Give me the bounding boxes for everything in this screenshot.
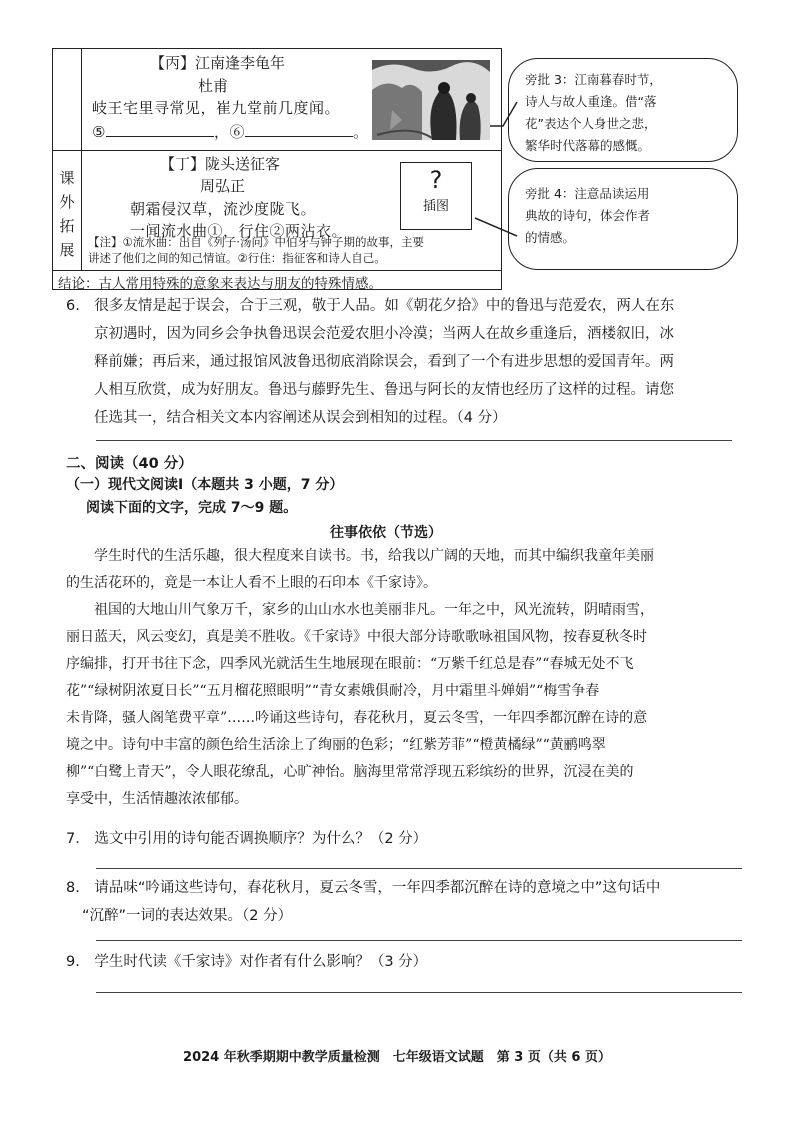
poem-bing-title: 【丙】江南逢李龟年 bbox=[150, 54, 286, 72]
side-note-3 bbox=[508, 58, 738, 162]
passage-line: 丽日蓝天，风云变幻，真是美不胜收。《千家诗》中很大部分诗歌歌咏祖国风物，按春夏秋冬时 bbox=[66, 629, 647, 645]
side-note-line: 旁批 3：江南暮春时节， bbox=[525, 72, 662, 87]
side-label-char: 拓 bbox=[59, 217, 75, 235]
q6-answer-line[interactable] bbox=[96, 440, 732, 441]
page-footer: 2024 年秋季期期中教学质量检测 七年级语文试题 第 3 页（共 6 页） bbox=[183, 1050, 611, 1065]
side-label-char: 展 bbox=[59, 241, 75, 259]
passage-line: 境之中。诗句中丰富的颜色给生活涂上了绚丽的色彩；“红紫芳菲”“橙黄橘绿”“黄鹂鸣翠 bbox=[66, 737, 606, 753]
q6-line: 任选其一，结合相关文本内容阐述从误会到相知的过程。（4 分） bbox=[94, 410, 507, 426]
question-7: 7. 选文中引用的诗句能否调换顺序？为什么？（2 分） bbox=[66, 831, 428, 847]
side-note-line: 花”表达个人身世之悲， bbox=[525, 116, 657, 131]
side-note-line: 旁批 4：注意品读运用 bbox=[525, 186, 650, 201]
poem-bing-author: 杜甫 bbox=[198, 77, 229, 95]
blank-6-marker: ⑥ bbox=[229, 123, 245, 141]
question-6 bbox=[66, 292, 746, 432]
note-line: 【注】①流水曲：出自《列子·汤问》中伯牙与钟子期的故事，主要 bbox=[88, 235, 424, 249]
passage-line: 学生时代的生活乐趣，很大程度来自读书。书，给我以广阔的天地，而其中编织我童年美丽 bbox=[94, 548, 654, 564]
q6-line: 京初遇时，因为同乡会争执鲁迅误会范爱农胆小冷漠；当两人在故乡重逢后，酒楼叙旧，冰 bbox=[94, 326, 674, 342]
poem-ding-author: 周弘正 bbox=[200, 177, 246, 195]
poem-ding-title: 【丁】陇头送征客 bbox=[160, 155, 281, 173]
side-note-line: 繁华时代落幕的感慨。 bbox=[525, 138, 651, 153]
q6-line: 释前嫌；再后来，通过报馆风波鲁迅彻底消除误会，看到了一个有进步思想的爱国青年。两 bbox=[94, 354, 674, 370]
table-conclusion: 结论：古人常用特殊的意象来表达与朋友的特殊情感。 bbox=[58, 276, 382, 292]
q9-answer-line[interactable] bbox=[96, 992, 742, 993]
question-9: 9. 学生时代读《千家诗》对作者有什么影响？（3 分） bbox=[66, 954, 428, 970]
passage-line: 序编排，打开书往下念，四季风光就活生生地展现在眼前：“万紫千红总是春”“春城无处不飞 bbox=[66, 656, 634, 672]
q8-line: “沉醉”一词的表达效果。（2 分） bbox=[82, 908, 293, 924]
poem-bing-line1: 岐王宅里寻常见，崔九堂前几度闻。 bbox=[92, 99, 341, 117]
passage-line: 未肯降，骚人阁笔费平章”……吟诵这些诗句，春花秋月，夏云冬雪，一年四季都沉醉在诗的意 bbox=[66, 710, 648, 726]
section-2-heading: 二、阅读（40 分） bbox=[66, 456, 193, 472]
poem-ding-line2: 一闻流水曲①，行住②两沾衣。 bbox=[130, 222, 348, 240]
q7-answer-line[interactable] bbox=[96, 868, 742, 869]
passage-line: 柳”“白鹭上青天”，令人眼花缭乱，心旷神怡。脑海里常常浮现五彩缤纷的世界，沉浸在美的 bbox=[66, 764, 634, 780]
side-label-char: 外 bbox=[59, 193, 75, 211]
blank-end: 。 bbox=[352, 123, 369, 141]
q8-line: 8. 请品味“吟诵这些诗句，春花秋月，夏云冬雪，一年四季都沉醉在诗的意境之中”这句话中 bbox=[66, 880, 661, 896]
passage-line: 的生活花环的，竟是一本让人看不上眼的石印本《千家诗》。 bbox=[66, 575, 437, 591]
side-label-char: 课 bbox=[59, 169, 75, 187]
q8-answer-line[interactable] bbox=[96, 940, 742, 941]
passage-paragraph-1 bbox=[66, 543, 742, 597]
passage-line: 祖国的大地山川气象万千，家乡的山山水水也美丽非凡。一年之中，风光流转，阴晴雨雪， bbox=[94, 602, 654, 618]
side-note-line: 诗人与故人重逢。借“落 bbox=[525, 94, 657, 109]
note-line: 讲述了他们之间的知己情谊。②行住：指征客和诗人自己。 bbox=[88, 251, 386, 265]
q6-line: 6. 很多友情是起于误会，合于三观，敬于人品。如《朝花夕拾》中的鲁迅与范爱农，两人在东 bbox=[66, 298, 675, 314]
passage-line: 享受中，生活情趣浓浓郁郁。 bbox=[66, 791, 248, 807]
passage-paragraph-2 bbox=[66, 597, 742, 813]
q6-line: 人相互欣赏，成为好朋友。鲁迅与藤野先生、鲁迅与阿长的友情也经历了这样的过程。请您 bbox=[94, 382, 674, 398]
question-8 bbox=[66, 874, 746, 930]
poem-ding-line1: 朝霜侵汉草，流沙度陇飞。 bbox=[130, 200, 317, 218]
question-mark: ? bbox=[429, 166, 443, 194]
passage-title: 往事依依（节选） bbox=[330, 525, 442, 541]
blank-5-marker: ⑤ bbox=[92, 123, 106, 141]
blank-separator: ， bbox=[213, 123, 230, 141]
passage-line: 花”“绿树阴浓夏日长”“五月榴花照眼明”“青女素娥俱耐冷，月中霜里斗婵娟”“梅雪争春 bbox=[66, 683, 600, 699]
side-note-line: 的情感。 bbox=[525, 230, 576, 245]
illustration-label: 插图 bbox=[422, 199, 449, 214]
side-note-4 bbox=[508, 168, 738, 270]
side-note-line: 典故的诗句，体会作者 bbox=[525, 208, 651, 223]
section-2-subheading: （一）现代文阅读Ⅰ（本题共 3 小题，7 分） bbox=[66, 477, 344, 493]
section-2-instruction: 阅读下面的文字，完成 7～9 题。 bbox=[86, 500, 298, 516]
